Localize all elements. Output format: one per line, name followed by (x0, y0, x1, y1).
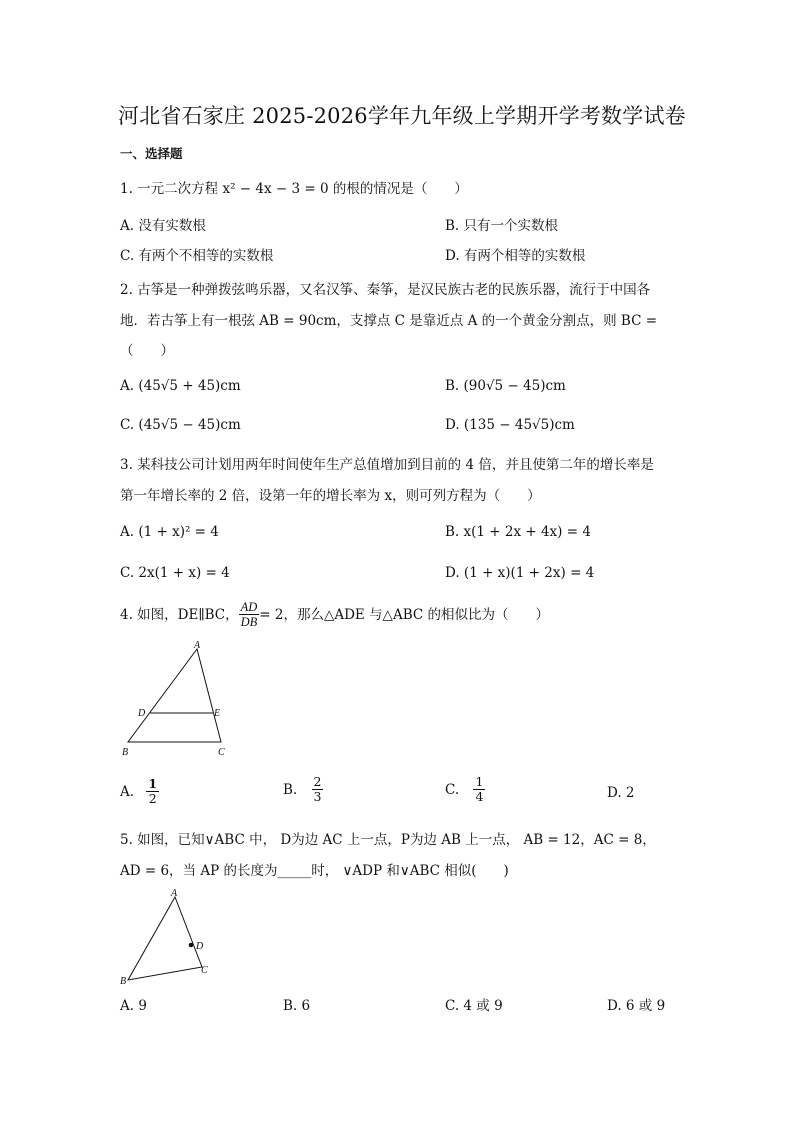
question-1-stem: 1. 一元二次方程 x² − 4x − 3 = 0 的根的情况是（ ） (120, 181, 468, 197)
triangle-abc (128, 649, 221, 742)
label-d: D (196, 941, 204, 952)
question-1-option-b: B. 只有一个实数根 (445, 218, 559, 234)
question-1-option-d: D. 有两个相等的实数根 (445, 248, 586, 264)
question-2-line-3: （ ） (120, 343, 174, 359)
question-4-stem-post: = 2，那么△ADE 与△ABC 的相似比为（ ） (259, 606, 549, 623)
question-4-option-d: D. 2 (607, 785, 635, 801)
option-c-fraction (473, 775, 485, 805)
option-b-label: B. (283, 781, 298, 798)
fraction-denominator: DB (240, 615, 258, 630)
question-3-line-1: 3. 某科技公司计划用两年时间使年生产总值增加到目前的 4 倍，并且使第二年的增长率是 (120, 457, 654, 473)
label-c: C (201, 965, 208, 976)
question-2-option-b: B. (90√5 − 45)cm (445, 378, 566, 394)
option-b-fraction (312, 775, 324, 805)
page-title: 河北省石家庄 2025-2026学年九年级上学期开学考数学试卷 (118, 104, 686, 128)
question-3-line-2: 第一年增长率的 2 倍，设第一年的增长率为 x，则可列方程为（ ） (120, 488, 541, 504)
label-e: E (214, 708, 221, 719)
question-3-option-a: A. (1 + x)² = 4 (120, 524, 219, 540)
option-a-denominator: 2 (148, 791, 157, 807)
question-5-line-1: 5. 如图，已知∨ABC 中， D为边 AC 上一点，P为边 AB 上一点， AB = 12，AC = 8， (120, 832, 656, 848)
label-b: B (120, 976, 127, 987)
question-2-option-a: A. (45√5 + 45)cm (120, 378, 241, 394)
question-5-option-c: C. 4 或 9 (445, 998, 503, 1014)
question-4-stem-pre: 4. 如图，DE∥BC， (120, 606, 239, 623)
question-4-option-b (283, 775, 323, 805)
question-3-option-b: B. x(1 + 2x + 4x) = 4 (445, 524, 591, 540)
question-5-option-b: B. 6 (283, 998, 311, 1014)
question-3-option-c: C. 2x(1 + x) = 4 (120, 565, 230, 581)
fraction-numerator: AD (240, 600, 258, 614)
label-b: B (122, 747, 129, 758)
question-4-option-a (120, 777, 159, 807)
option-b-numerator: 2 (313, 774, 322, 789)
label-c: C (218, 747, 225, 758)
question-2-line-1: 2. 古筝是一种弹拨弦鸣乐器，又名汉筝、秦筝，是汉民族古老的民族乐器，流行于中国各 (120, 282, 651, 298)
question-1-option-c: C. 有两个不相等的实数根 (120, 248, 274, 264)
triangle-abc (128, 897, 202, 980)
label-a: A (194, 640, 201, 651)
question-2-option-c: C. (45√5 − 45)cm (120, 417, 241, 433)
question-2-line-2: 地．若古筝上有一根弦 AB = 90cm，支撑点 C 是靠近点 A 的一个黄金分割点，则 BC = (120, 313, 658, 329)
question-1-option-a: A. 没有实数根 (120, 218, 206, 234)
label-d: D (138, 708, 146, 719)
option-a-numerator: 1 (148, 776, 158, 791)
question-2-option-d: D. (135 − 45√5)cm (445, 417, 575, 433)
section-heading: 一、选择题 (120, 146, 183, 161)
question-5-option-a: A. 9 (120, 998, 147, 1014)
question-4-stem (120, 600, 549, 630)
option-c-label: C. (445, 781, 460, 798)
label-a: A (171, 888, 178, 899)
option-a-fraction (146, 777, 159, 807)
triangle-diagram-q4 (115, 638, 240, 762)
option-c-denominator: 4 (475, 789, 484, 805)
triangle-diagram-q5 (114, 886, 224, 988)
ratio-fraction (239, 600, 260, 630)
question-3-option-d: D. (1 + x)(1 + 2x) = 4 (445, 565, 595, 581)
question-5-line-2: AD = 6，当 AP 的长度为_____时， ∨ADP 和∨ABC 相似( ) (120, 863, 509, 879)
question-4-option-c (445, 775, 485, 805)
option-c-numerator: 1 (475, 774, 484, 789)
option-b-denominator: 3 (313, 789, 322, 805)
option-a-label: A. (120, 783, 135, 800)
point-d-marker (189, 943, 194, 948)
question-5-option-d: D. 6 或 9 (607, 998, 666, 1014)
